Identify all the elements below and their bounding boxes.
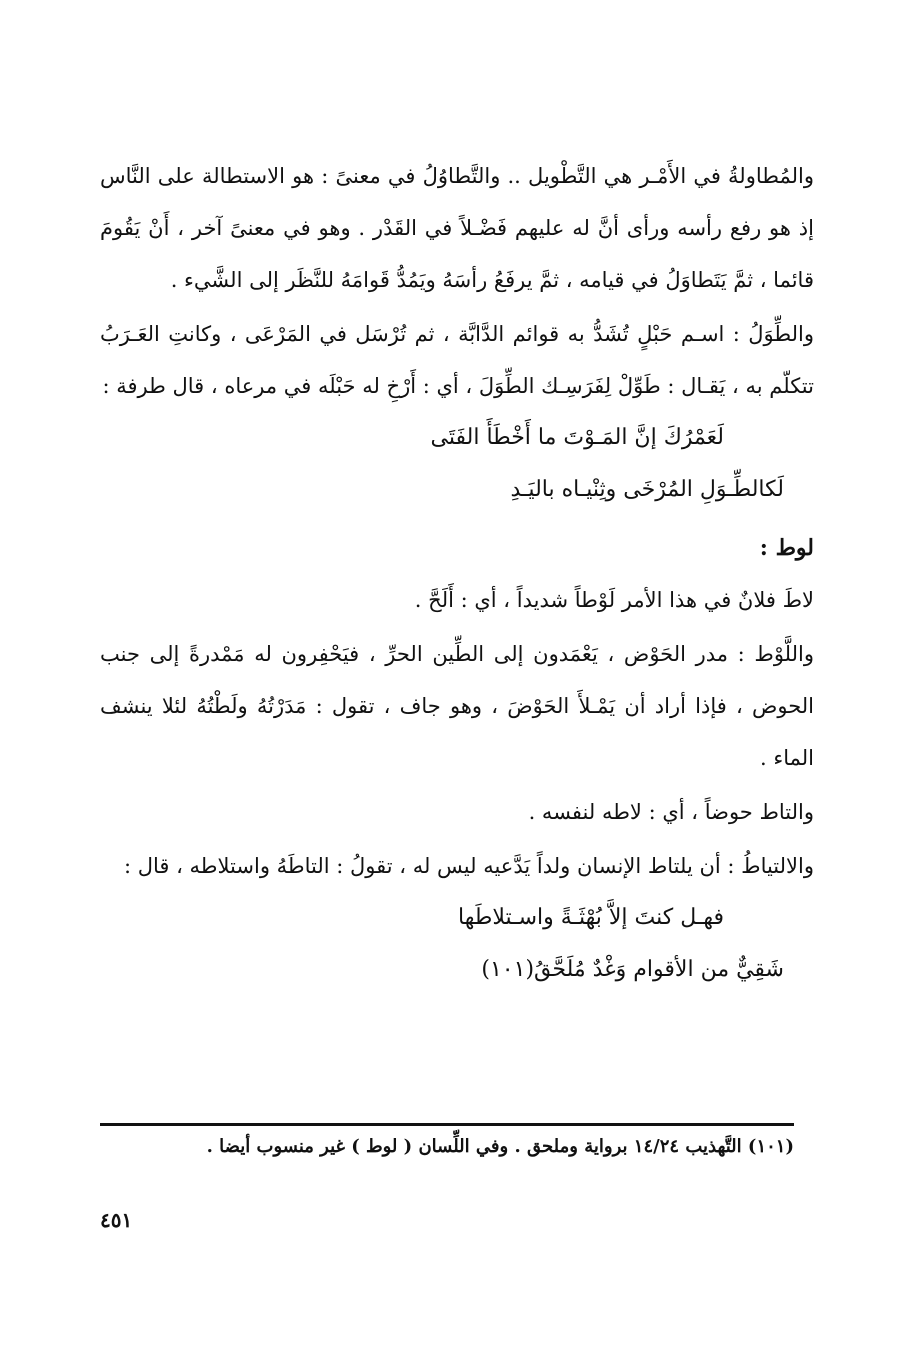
paragraph-iltiyat: والالتياطُ : أن يلتاط الإنسان ولداً يَدَّعيه ليس له ، تقولُ : التاطَهُ واستلاطه ، قال : bbox=[123, 854, 814, 878]
footnote-divider bbox=[100, 1123, 794, 1126]
entry-heading: لوط : bbox=[759, 535, 814, 561]
paragraph-lawt: واللَّوْط : مدر الحَوْض ، يَعْمَدون إلى الطِّين الحرِّ ، فيَحْفِرون له مَمْدرةً إلى جنب الحوض ، فإذا أراد أن يَمْـلأَ الحَوْضَ ، وهو جاف ، تقول : مَدَرْتُهُ ولَطْتُهُ لئلا ينشف الماء . bbox=[100, 642, 814, 770]
verse-2-hemistich-2: شَقِيٌّ من الأقوام وَغْدٌ مُلَحَّقُ(١٠١) bbox=[481, 957, 784, 982]
main-text bbox=[100, 150, 814, 996]
paragraph-tiwal: والطِّوَلُ : اسـم حَبْلٍ تُشَدُّ به قوائم الدَّابَّة ، ثم تُرْسَل في المَرْعَى ، وكانتِ العَـرَبُ تتكلّم به ، يَقـال : طَوِّلْ لِفَرَسِـك الطِّوَلَ ، أي : أَرْخِ له حَبْلَه في مرعاه ، قال طرفة : bbox=[100, 322, 814, 398]
paragraph-iltata: والتاط حوضاً ، أي : لاطه لنفسه . bbox=[528, 800, 814, 824]
page-number: ٤٥١ bbox=[100, 1208, 133, 1232]
footnote: (١٠١) التَّهذيب ١٤/٢٤ برواية وملحق . وفي اللِّسان ( لوط ) غير منسوب أيضا . bbox=[206, 1136, 794, 1157]
verse-1-hemistich-2: لَكالطِّـوَلِ المُرْخَى وثِنْيـاه باليَـدِ bbox=[510, 477, 784, 502]
verse-2-hemistich-1: فهـل كنتَ إلاَّ بُهْثَـةً واسـتلاطَها bbox=[458, 905, 724, 930]
paragraph-lata: لاطَ فلانٌ في هذا الأمر لَوْطاً شديداً ، أي : أَلَحَّ . bbox=[414, 588, 814, 612]
paragraph-mutawala: والمُطاولةُ في الأَمْـر هي التَّطْويل .. والتَّطاوُلُ في معنىً : هو الاستطالة على النَّاس إذ هو رفع رأسه ورأى أنَّ له عليهم فَضْـلاً في القَدْر . وهو في معنىً آخر ، أَنْ يَقُومَ قائما ، ثمَّ يَتَطاوَلُ في قيامه ، ثمَّ يرفَعُ رأسَهُ ويَمُدُّ قَوامَهُ للنَّظَر إلى الشَّيء . bbox=[100, 164, 814, 292]
verse-1-hemistich-1: لَعَمْرُكَ إنَّ المَـوْتَ ما أَخْطَأَ الفَتَى bbox=[430, 425, 724, 450]
